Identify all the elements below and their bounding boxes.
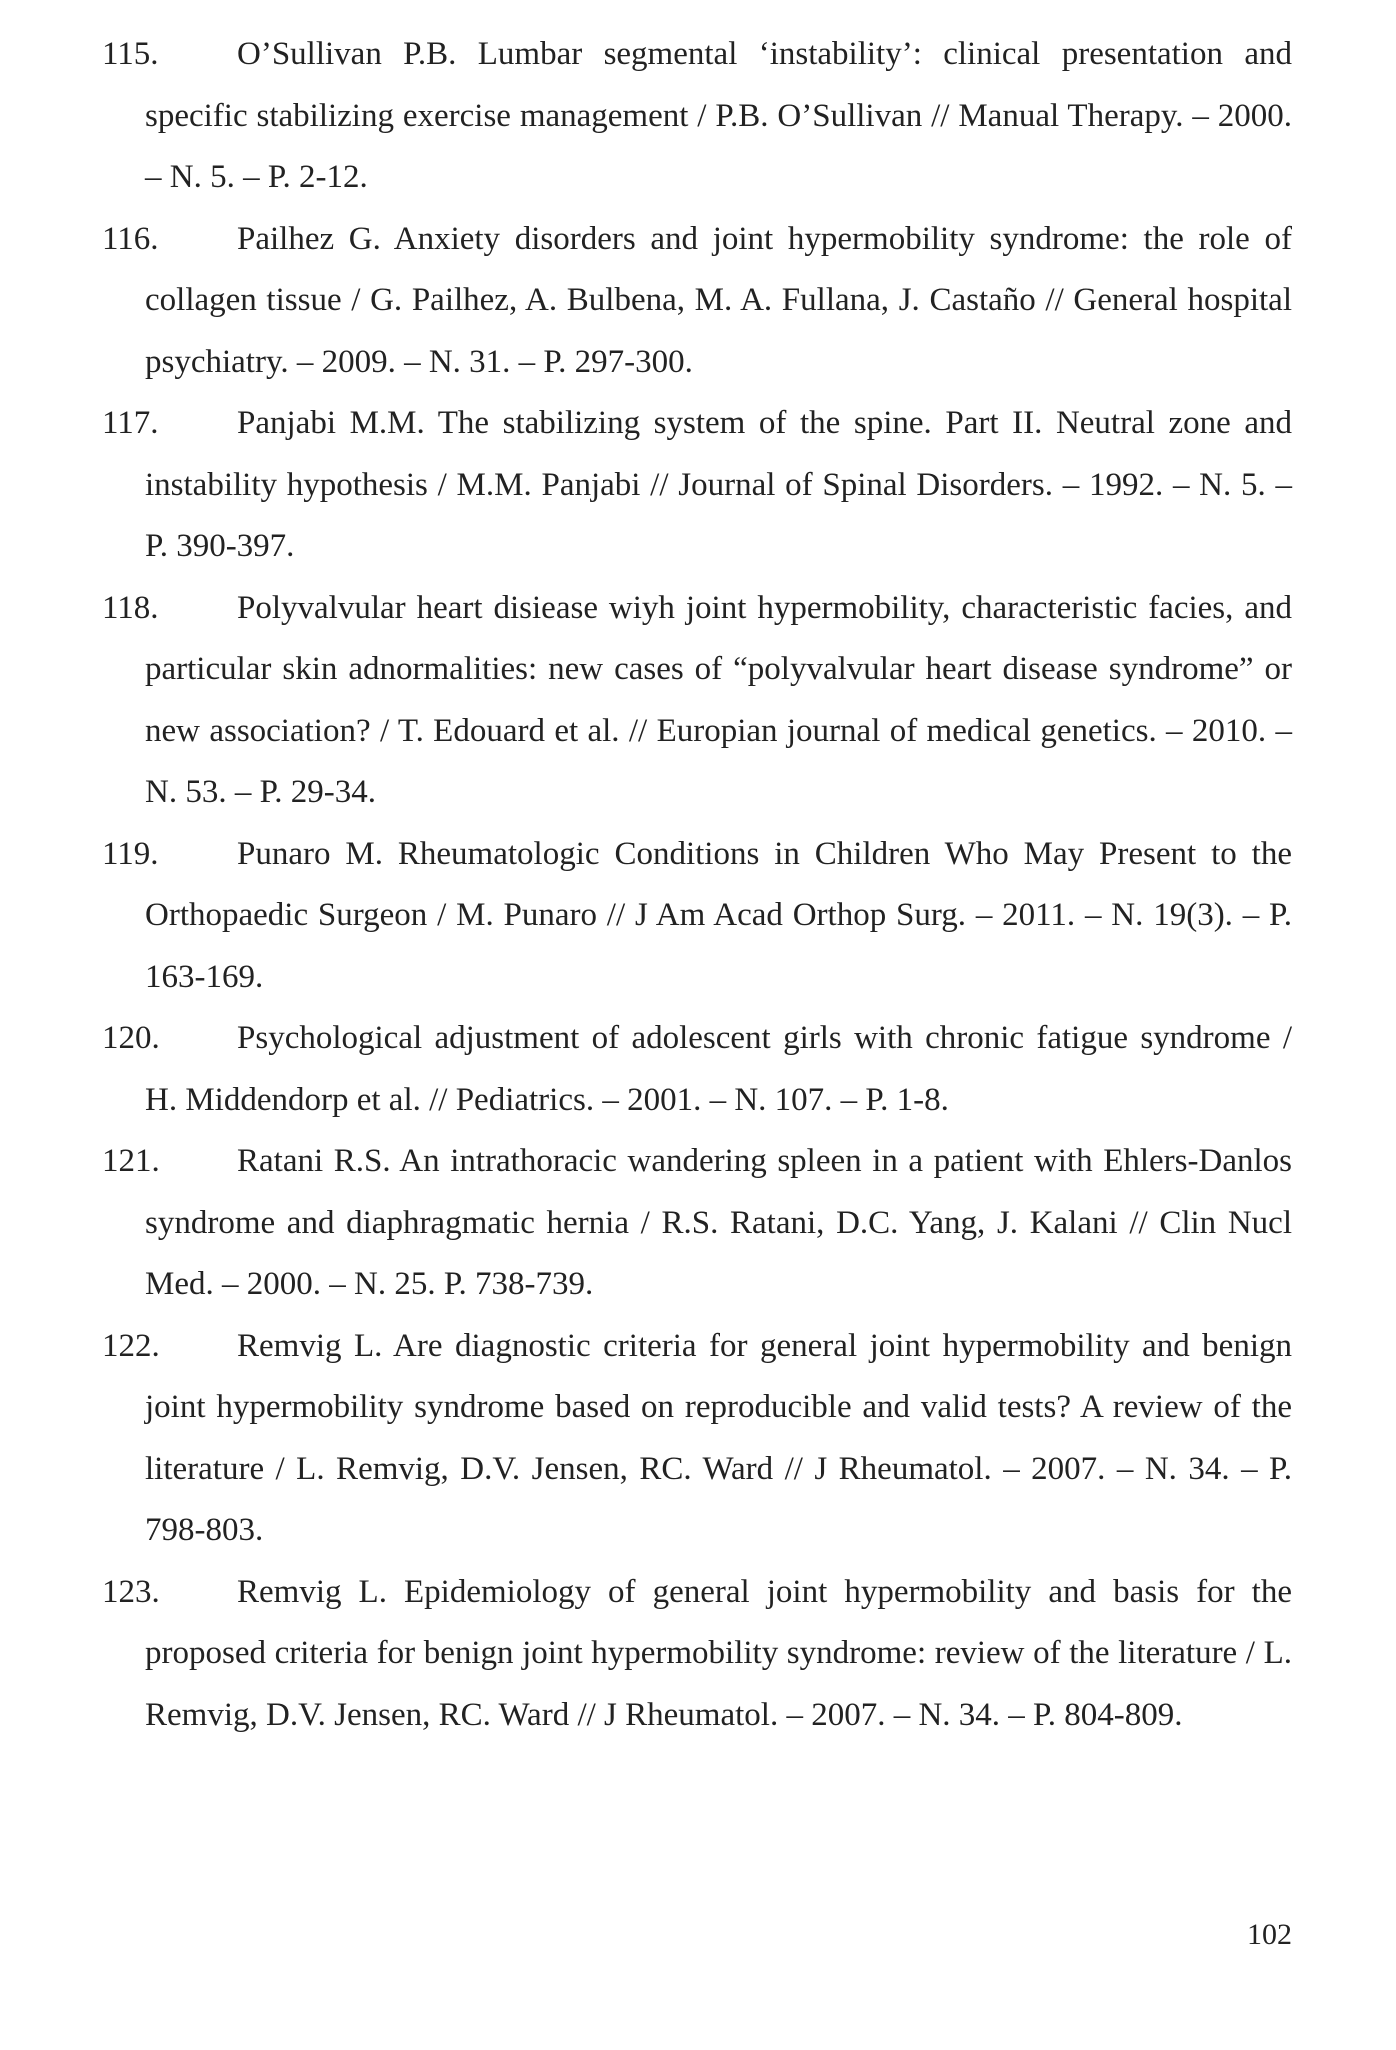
reference-text: Polyvalvular heart disiease wiyh joint hypermobility, characteristic facies, and particular skin adnormalities: new cases of “polyvalvular heart disease syndrome” or new association? / T. Edouard et al. // Europian journal of medical genetics. – 2010. – N. 53. – P. 29-34. [145,589,1292,810]
reference-text: Pailhez G. Anxiety disorders and joint hypermobility syndrome: the role of collagen tissue / G. Pailhez, A. Bulbena, M. A. Fullana, J. Castaño // General hospital psychiatry. – 2009. – N. 31. – P. 297-300. [145,220,1292,380]
reference-item [102,578,1292,824]
reference-text: Psychological adjustment of adolescent girls with chronic fatigue syndrome / H. Middendorp et al. // Pediatrics. – 2001. – N. 107. – P. 1-8. [145,1020,1292,1118]
reference-item [102,1562,1292,1747]
reference-text: Panjabi M.M. The stabilizing system of the spine. Part II. Neutral zone and instability hypothesis / M.M. Panjabi // Journal of Spinal Disorders. – 1992. – N. 5. – P. 390-397. [145,405,1292,564]
reference-number: 123. [102,1573,160,1610]
reference-item [102,24,1292,209]
reference-item [102,1316,1292,1562]
reference-number: 117. [102,405,159,441]
page-number: 102 [1247,1918,1292,1951]
reference-item [102,209,1292,394]
reference-text: Ratani R.S. An intrathoracic wandering spleen in a patient with Ehlers-Danlos syndrome and diaphragmatic hernia / R.S. Ratani, D.C. Yang, J. Kalani // Clin Nucl Med. – 2000. – N. 25. P. 738-739. [145,1143,1292,1302]
reference-text: O’Sullivan P.B. Lumbar segmental ‘instability’: clinical presentation and specific stabilizing exercise management / P.B. O’Sullivan // Manual Therapy. – 2000. – N. 5. – P. 2-12. [145,36,1292,195]
reference-text: Punaro M. Rheumatologic Conditions in Children Who May Present to the Orthopaedic Surgeon / M. Punaro // J Am Acad Orthop Surg. – 2011. – N. 19(3). – P. 163-169. [145,835,1292,995]
reference-text: Remvig L. Epidemiology of general joint hypermobility and basis for the proposed criteria for benign joint hypermobility syndrome: review of the literature / L. Remvig, D.V. Jensen, RC. Ward // J Rheumatol. – 2007. – N. 34. – P. 804-809. [145,1573,1292,1733]
reference-number: 116. [102,220,159,257]
reference-number: 115. [102,36,159,72]
reference-number: 118. [102,589,159,626]
reference-number: 121. [102,1143,160,1179]
reference-number: 120. [102,1020,160,1056]
reference-list [102,24,1292,1746]
reference-number: 122. [102,1327,160,1364]
reference-text: Remvig L. Are diagnostic criteria for general joint hypermobility and benign joint hypermobility syndrome based on reproducible and valid tests? A review of the literature / L. Remvig, D.V. Jensen, RC. Ward // J Rheumatol. – 2007. – N. 34. – P. 798-803. [145,1327,1292,1548]
reference-item [102,824,1292,1009]
reference-item [102,1131,1292,1316]
reference-number: 119. [102,835,159,872]
reference-item [102,393,1292,578]
reference-item [102,1008,1292,1131]
